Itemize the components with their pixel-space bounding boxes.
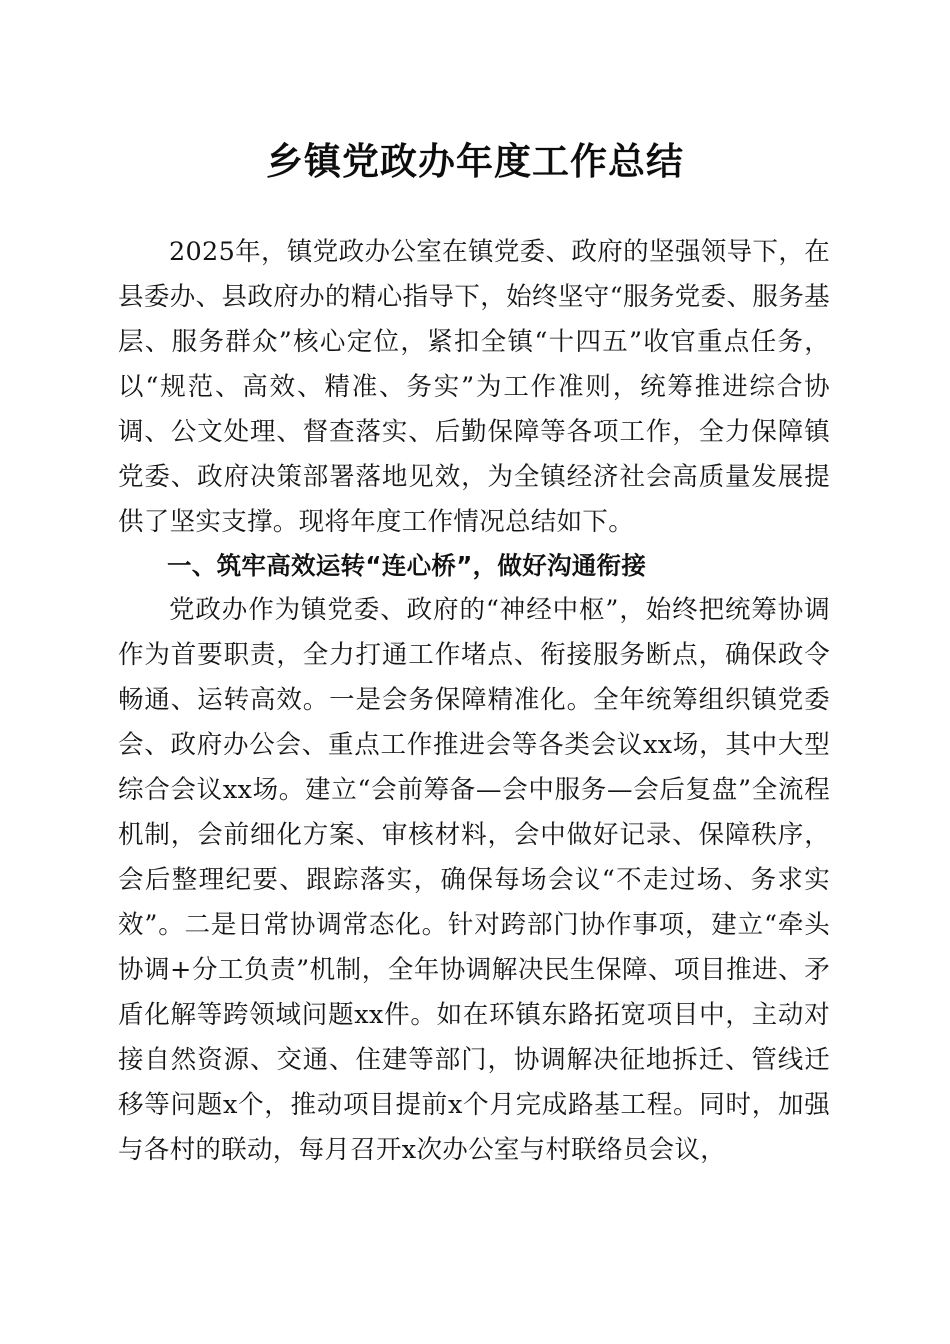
intro-paragraph: 2025年，镇党政办公室在镇党委、政府的坚强领导下，在县委办、县政府办的精心指导下，始终坚守“服务党委、服务基层、服务群众”核心定位，紧扣全镇“十四五”收官重点任务，以“规范、高效、精准、务实”为工作准则，统筹推进综合协调、公文处理、督查落实、后勤保障等各项工作，全力保障镇党委、政府决策部署落地见效，为全镇经济社会高质量发展提供了坚实支撑。现将年度工作情况总结如下。 <box>118 237 830 537</box>
section-1-paragraph: 党政办作为镇党委、政府的“神经中枢”，始终把统筹协调作为首要职责，全力打通工作堵点、衔接服务断点，确保政令畅通、运转高效。一是会务保障精准化。全年统筹组织镇党委会、政府办公会、重点工作推进会等各类会议xx场，其中大型综合会议xx场。建立“会前筹备—会中服务—会后复盘”全流程机制，会前细化方案、审核材料，会中做好记录、保障秩序，会后整理纪要、跟踪落实，确保每场会议“不走过场、务求实效”。二是日常协调常态化。针对跨部门协作事项，建立“牵头协调+分工负责”机制，全年协调解决民生保障、项目推进、矛盾化解等跨领域问题xx件。如在环镇东路拓宽项目中，主动对接自然资源、交通、住建等部门，协调解决征地拆迁、管线迁移等问题x个，推动项目提前x个月完成路基工程。同时，加强与各村的联动，每月召开x次办公室与村联络员会议， <box>118 595 830 1165</box>
document-title: 乡镇党政办年度工作总结 <box>266 139 684 183</box>
section-heading-1: 一、筑牢高效运转“连心桥”，做好沟通衔接 <box>167 551 647 580</box>
